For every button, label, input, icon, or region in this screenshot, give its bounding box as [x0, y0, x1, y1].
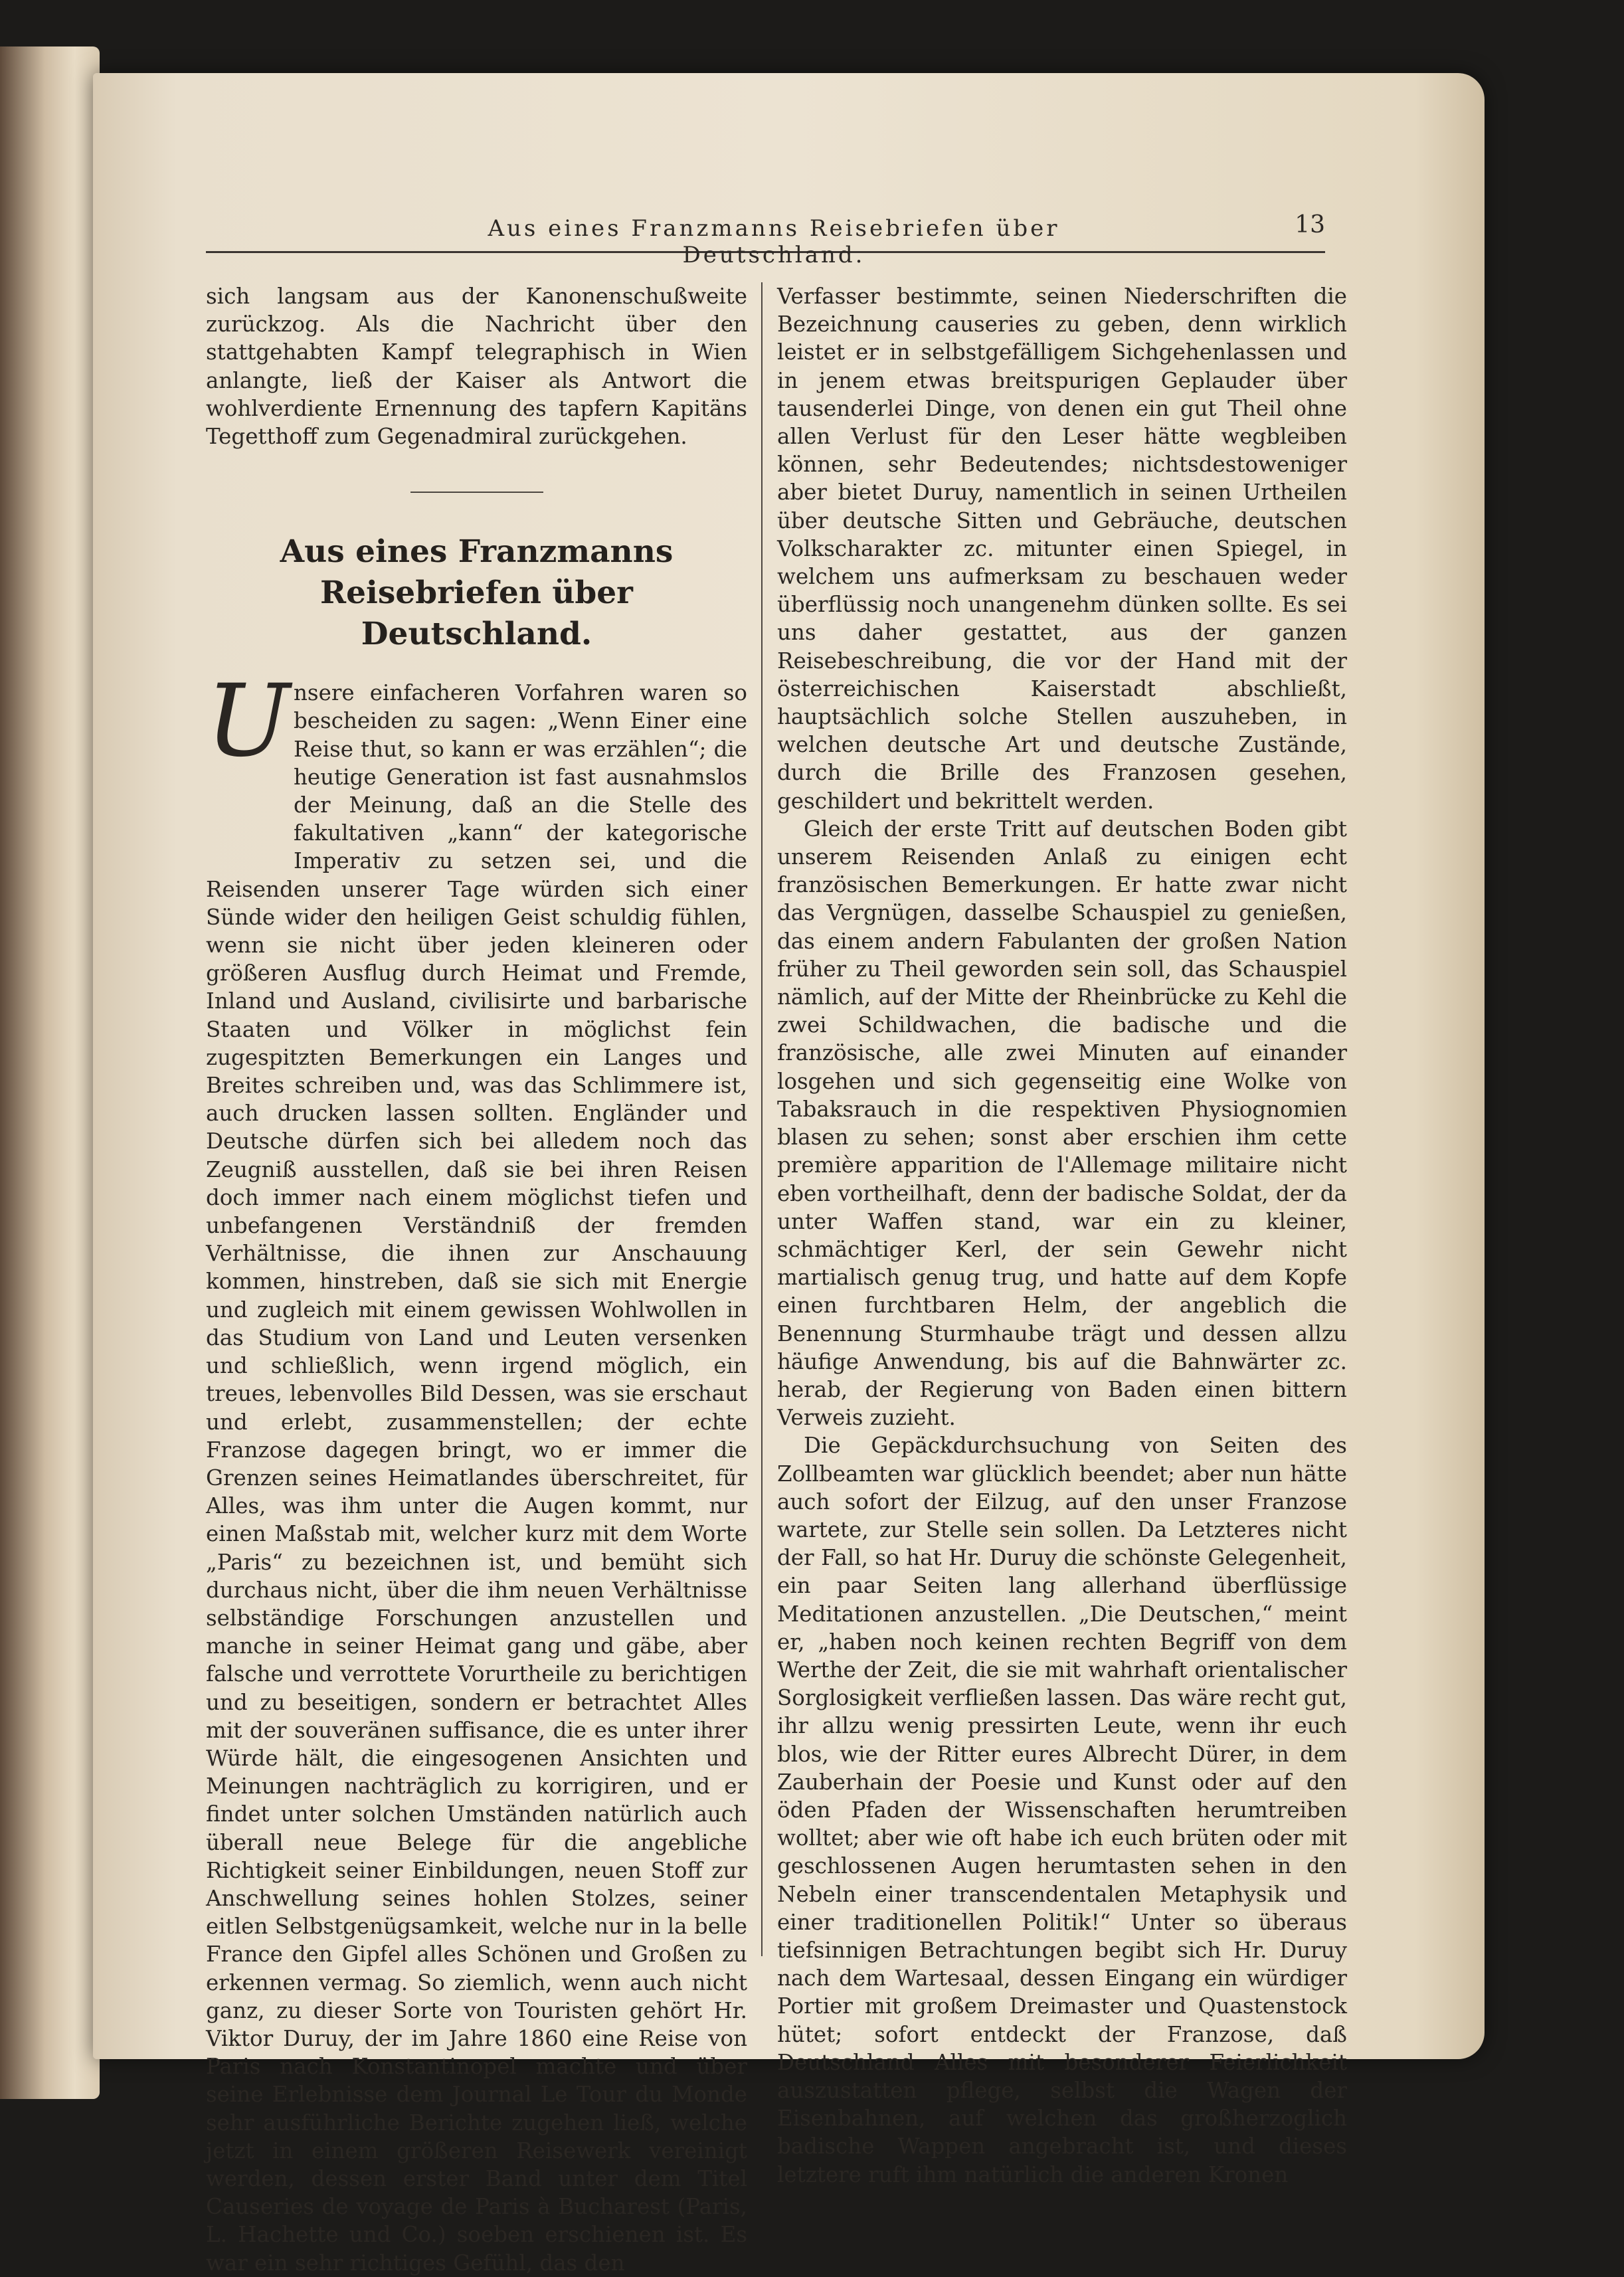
- paragraph-2: Gleich der erste Tritt auf deutschen Boden gibt unserem Reisenden Anlaß zu einigen echt französischen Bemerkungen. Er hatte zwar nicht das Vergnügen, dasselbe Schauspiel zu genießen, das einem andern Fabulanten der großen Nation früher zu Theil geworden sein soll, das Schauspiel nämlich, auf der Mitte der Rheinbrücke zu Kehl die zwei Schildwachen, die badische und die französische, alle zwei Minuten auf einander losgehen und sich gegenseitig eine Wolke von Tabaksrauch in die respektiven Physiognomien blasen zu sehen; sonst aber erschien ihm cette première apparition de l'Allemage militaire nicht eben vortheilhaft, denn der badische Soldat, der da unter Waffen stand, war ein zu kleiner, schmächtiger Kerl, der sein Gewehr nicht martialisch genug trug, und hatte auf dem Kopfe einen furchtbaren Helm, der angeblich die Benennung Sturmhaube trägt und dessen allzu häufige Anwendung, bis auf die Bahnwärter zc. herab, der Regierung von Baden einen bittern Verweis zuzieht.: [777, 816, 1347, 1431]
- left-page-edge: [0, 46, 100, 2099]
- page-number: 13: [1295, 211, 1325, 238]
- section-divider: [410, 492, 543, 493]
- page-header: [206, 211, 1325, 268]
- running-title: Aus eines Franzmanns Reisebriefen über Deutschland.: [488, 215, 1060, 268]
- article-body-paragraph: [206, 664, 747, 2277]
- intro-paragraph: sich langsam aus der Kanonenschußweite zurückzog. Als die Nachricht über den stattgehabten Kampf telegraphisch in Wien anlangte, ließ der Kaiser als Antwort die wohlverdiente Ernennung des tapfern Kapitäns Tegetthoff zum Gegenadmiral zurückgehen.: [206, 284, 747, 450]
- paragraph-3: Die Gepäckdurchsuchung von Seiten des Zollbeamten war glücklich beendet; aber nun hätte auch sofort der Eilzug, auf den unser Franzose wartete, zur Stelle sein sollen. Da Letzteres nicht der Fall, so hat Hr. Duruy die schönste Gelegenheit, ein paar Seiten lang allerhand überflüssige Meditationen anzustellen. „Die Deutschen,“ meint er, „haben noch keinen rechten Begriff von dem Werthe der Zeit, die sie mit wahrhaft orientalischer Sorglosigkeit verfließen lassen. Das wäre recht gut, ihr allzu wenig pressirten Leute, wenn ihr euch blos, wie der Ritter eures Albrecht Dürer, in dem Zauberhain der Poesie und Kunst oder auf den öden Pfaden der Wissenschaften herumtreiben wolltet; aber wie oft habe ich euch brüten oder mit geschlossenen Augen herumtasten sehen in den Nebeln einer transcendentalen Metaphysik und einer traditionellen Politik!“ Unter so überaus tiefsinnigen Betrachtungen begibt sich Hr. Duruy nach dem Wartesaal, dessen Eingang ein würdiger Portier mit großem Dreimaster und Quastenstock hütet; sofort entdeckt der Franzose, daß Deutschland Alles mit besonderer Feierlichkeit auszustatten pflege, selbst die Wagen der Eisenbahnen, auf welchen das großherzoglich badische Wappen angebracht ist, und dieses letztere ruft ihm natürlich die anderen Kronen: [777, 1433, 1347, 2187]
- article-body-text: nsere einfacheren Vorfahren waren so bescheiden zu sagen: „Wenn Einer eine Reise thut, so kann er was erzählen“; die heutige Generation ist fast ausnahmslos der Meinung, daß an die Stelle des fakultativen „kann“ der kategorische Imperativ zu setzen sei, und die Reisenden unserer Tage würden sich einer Sünde wider den heiligen Geist schuldig fühlen, wenn sie nicht über jeden kleineren oder größeren Ausflug durch Heimat und Fremde, Inland und Ausland, civilisirte und barbarische Staaten und Völker in möglichst fein zugespitzten Bemerkungen ein Langes und Breites schreiben und, was das Schlimmere ist, auch drucken lassen sollten. Engländer und Deutsche dürfen sich bei alledem noch das Zeugniß ausstellen, daß sie bei ihren Reisen doch immer nach einem möglichst tiefen und unbefangenen Verständniß der fremden Verhältnisse, die ihnen zur Anschauung kommen, hinstreben, daß sie sich mit Energie und zugleich mit einem gewissen Wohlwollen in das Studium von Land und Leuten versenken und schließlich, wenn irgend möglich, ein treues, lebenvolles Bild Dessen, was sie erschaut und erlebt, zusammenstellen; der echte Franzose dagegen bringt, wo er immer die Grenzen seines Heimatlandes überschreitet, für Alles, was ihm unter die Augen kommt, nur einen Maßstab mit, welcher kurz mit dem Worte „Paris“ zu bezeichnen ist, und bemüht sich durchaus nicht, über die ihm neuen Verhältnisse selbständige Forschungen anzustellen und manche in seiner Heimat gang und gäbe, aber falsche und verrottete Vorurtheile zu berichtigen und zu beseitigen, sondern er betrachtet Alles mit der souveränen suffisance, die es unter ihrer Würde hält, die eingesogenen Ansichten und Meinungen nachträglich zu korrigiren, und er findet unter solchen Umständen natürlich auch überall neue Belege für die angebliche Richtigkeit seiner Einbildungen, neuen Stoff zur Anschwellung seines hohlen Stolzes, seiner eitlen Selbstgenügsamkeit, welche nur in la belle France den Gipfel alles Schönen und Großen zu erkennen vermag. So ziemlich, wenn auch nicht ganz, zu dieser Sorte von Touristen gehört Hr. Viktor Duruy, der im Jahre 1860 eine Reise von Paris nach Konstantinopel machte und über seine Erlebnisse dem Journal Le Tour du Monde sehr ausführliche Berichte zugehen ließ, welche jetzt in einem größeren Reisewerk vereinigt werden, dessen erster Band unter dem Titel Causeries de voyage de Paris à Bucharest (Paris, L. Hachette und Co.) soeben erschienen ist. Es war ein sehr richtiges Gefühl, das den: [206, 680, 747, 2276]
- paragraph-1: Verfasser bestimmte, seinen Niederschriften die Bezeichnung causeries zu geben, denn wirklich leistet er in selbstgefälligem Sichgehenlassen und in jenem etwas breitspurigen Geplauder über tausenderlei Dinge, von denen ein gut Theil ohne allen Verlust für den Leser hätte wegbleiben können, sehr Bedeutendes; nichtsdestoweniger aber bietet Duruy, namentlich in seinen Urtheilen über deutsche Sitten und Gebräuche, deutschen Volkscharakter zc. mitunter einen Spiegel, in welchem uns aufmerksam zu beschauen weder überflüssig noch unangenehm dünken sollte. Es sei uns daher gestattet, aus der ganzen Reisebeschreibung, die vor der Hand mit der österreichischen Kaiserstadt abschließt, hauptsächlich solche Stellen auszuheben, in welchen deutsche Art und deutsche Zustände, durch die Brille des Franzosen gesehen, geschildert und bekrittelt werden.: [777, 284, 1347, 814]
- column-divider: [761, 282, 763, 1956]
- drop-cap: U: [206, 664, 290, 780]
- right-column: [777, 282, 1347, 2189]
- left-column: [206, 282, 747, 2277]
- article-title: Aus eines Franzmanns Reisebriefen über Deutschland.: [280, 533, 674, 653]
